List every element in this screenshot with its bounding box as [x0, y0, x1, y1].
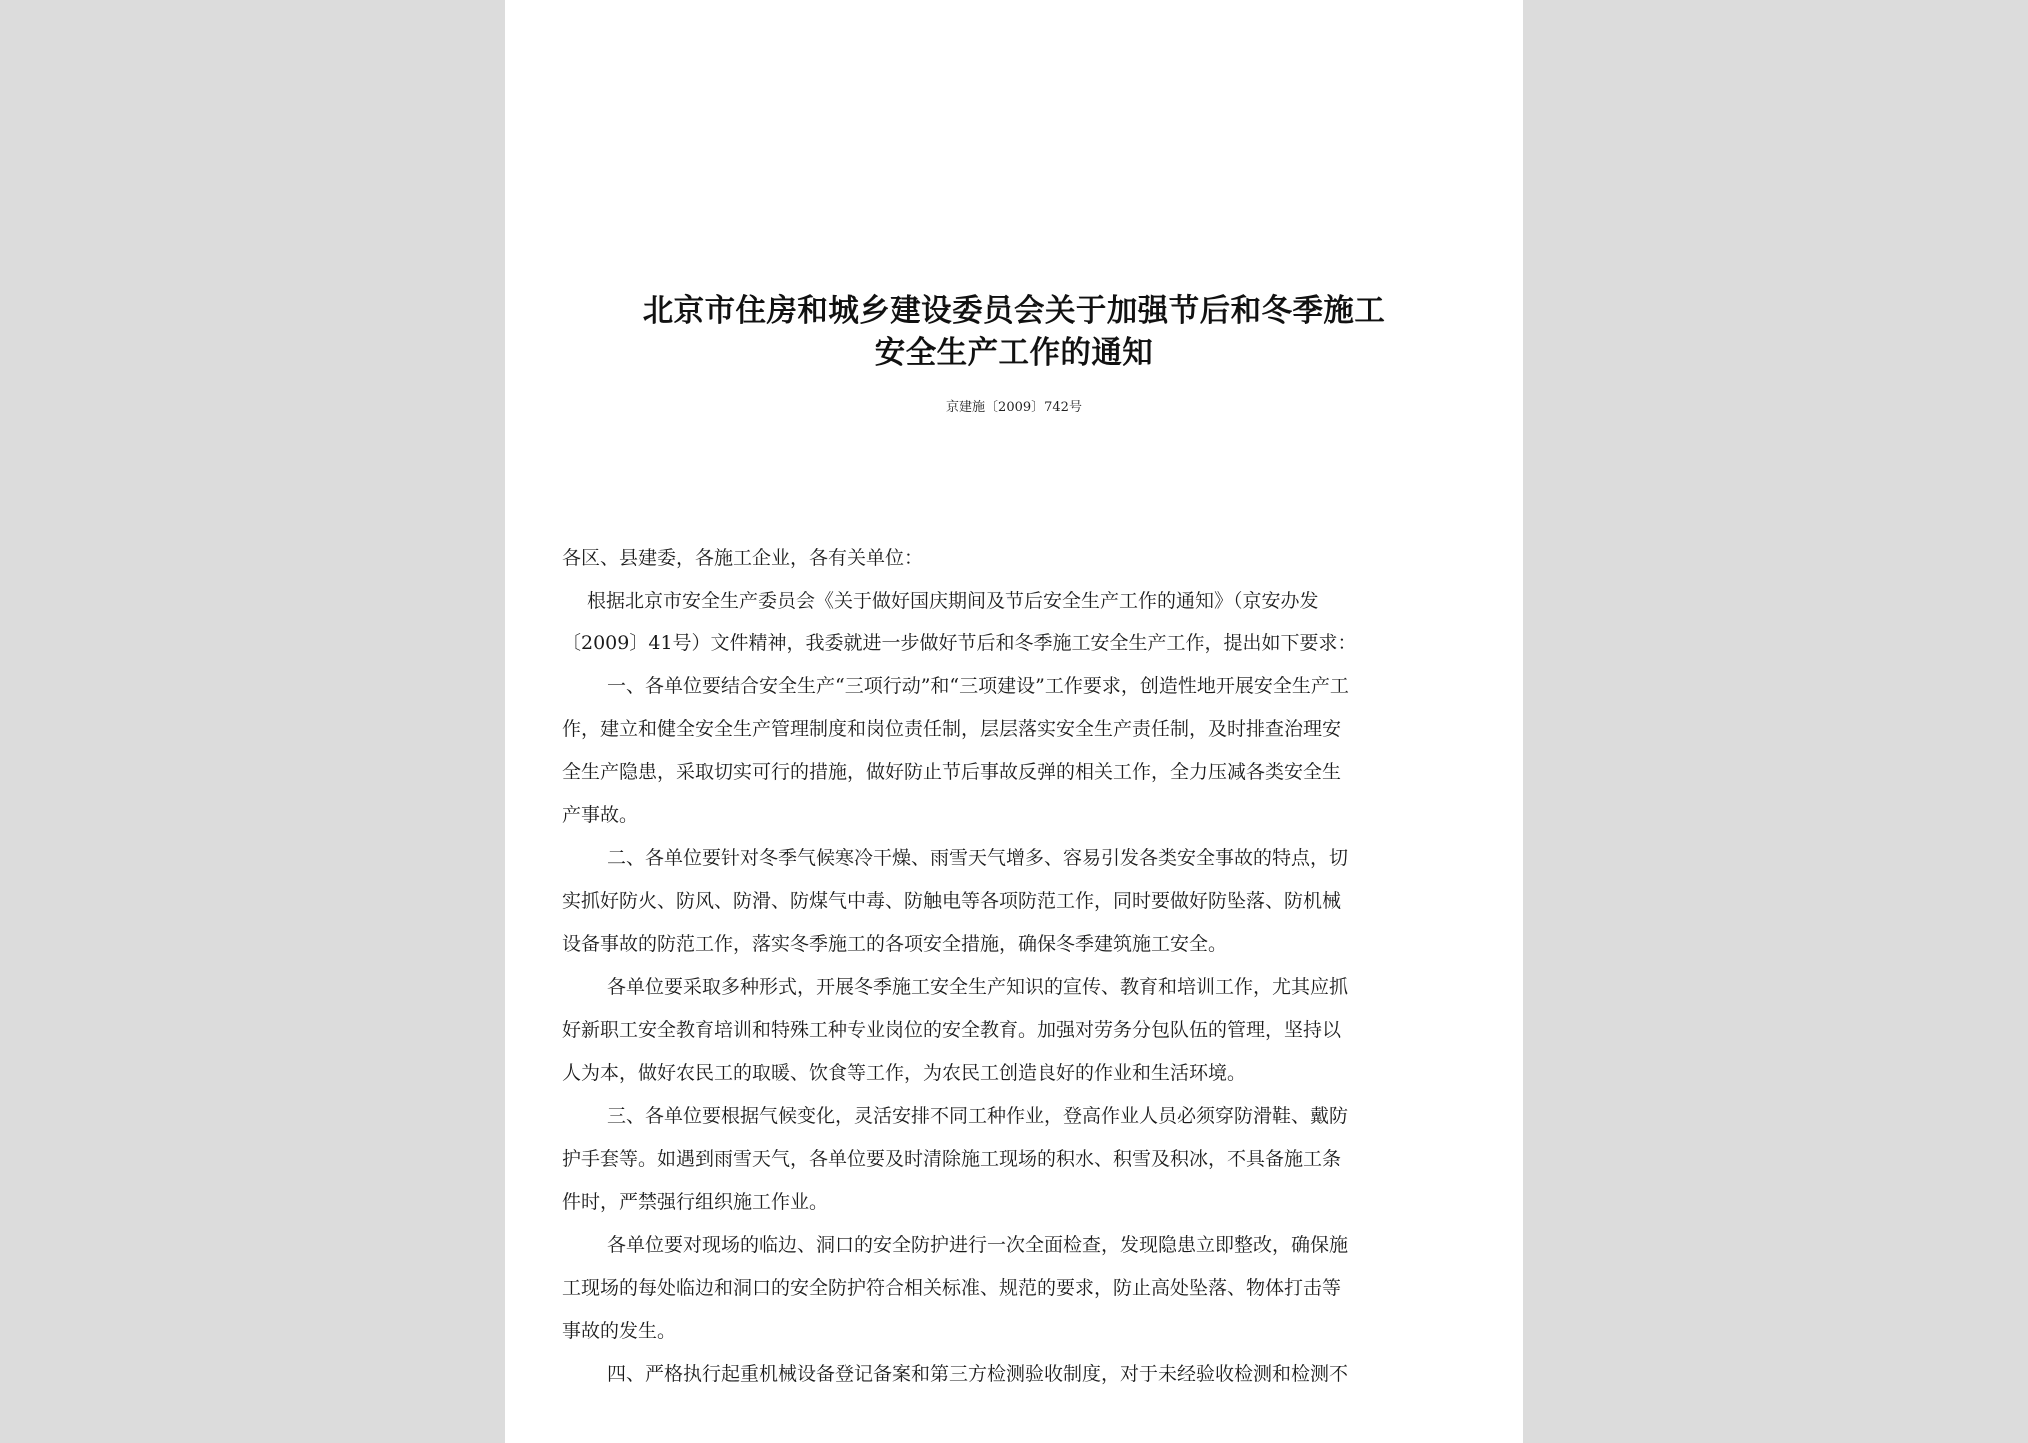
paragraph-line: 二、各单位要针对冬季气候寒冷干燥、雨雪天气增多、容易引发各类安全事故的特点，切: [607, 847, 1349, 869]
paragraph-line: 〔2009〕41号）文件精神，我委就进一步做好节后和冬季施工安全生产工作，提出如下要求：: [562, 632, 1357, 654]
paragraph-line: 护手套等。如遇到雨雪天气，各单位要及时清除施工现场的积水、积雪及积冰，不具备施工条: [562, 1148, 1342, 1170]
paragraph-line: 事故的发生。: [562, 1320, 677, 1342]
paragraph-line: 工现场的每处临边和洞口的安全防护符合相关标准、规范的要求，防止高处坠落、物体打击等: [562, 1277, 1342, 1299]
paragraph-line: 设备事故的防范工作，落实冬季施工的各项安全措施，确保冬季建筑施工安全。: [562, 933, 1228, 955]
paragraph-line: 四、严格执行起重机械设备登记备案和第三方检测验收制度，对于未经验收检测和检测不: [607, 1363, 1349, 1385]
paragraph-line: 产事故。: [562, 804, 639, 826]
paragraph-line: 三、各单位要根据气候变化，灵活安排不同工种作业，登高作业人员必须穿防滑鞋、戴防: [607, 1105, 1349, 1127]
document-page: [505, 0, 1523, 1443]
paragraph-line: 实抓好防火、防风、防滑、防煤气中毒、防触电等各项防范工作，同时要做好防坠落、防机械: [562, 890, 1342, 912]
title-line-1: 北京市住房和城乡建设委员会关于加强节后和冬季施工: [642, 293, 1386, 329]
paragraph-line: 好新职工安全教育培训和特殊工种专业岗位的安全教育。加强对劳务分包队伍的管理，坚持以: [562, 1019, 1342, 1041]
paragraph-line: 件时，严禁强行组织施工作业。: [562, 1191, 829, 1213]
salutation-line: 各区、县建委，各施工企业，各有关单位：: [562, 547, 924, 569]
paragraph-line: 全生产隐患，采取切实可行的措施，做好防止节后事故反弹的相关工作，全力压减各类安全生: [562, 761, 1342, 783]
paragraph-line: 各单位要采取多种形式，开展冬季施工安全生产知识的宣传、教育和培训工作，尤其应抓: [607, 976, 1349, 998]
paragraph-line: 人为本，做好农民工的取暖、饮食等工作，为农民工创造良好的作业和生活环境。: [562, 1062, 1247, 1084]
paragraph-line: 作，建立和健全安全生产管理制度和岗位责任制，层层落实安全生产责任制，及时排查治理安: [562, 718, 1342, 740]
document-number: 京建施〔2009〕742号: [946, 400, 1082, 415]
title-line-2: 安全生产工作的通知: [874, 335, 1154, 371]
paragraph-line: 根据北京市安全生产委员会《关于做好国庆期间及节后安全生产工作的通知》（京安办发: [587, 590, 1319, 612]
paragraph-line: 一、各单位要结合安全生产“三项行动”和“三项建设”工作要求，创造性地开展安全生产工: [607, 675, 1349, 697]
paragraph-line: 各单位要对现场的临边、洞口的安全防护进行一次全面检查，发现隐患立即整改，确保施: [607, 1234, 1349, 1256]
document-title: [505, 290, 1523, 374]
